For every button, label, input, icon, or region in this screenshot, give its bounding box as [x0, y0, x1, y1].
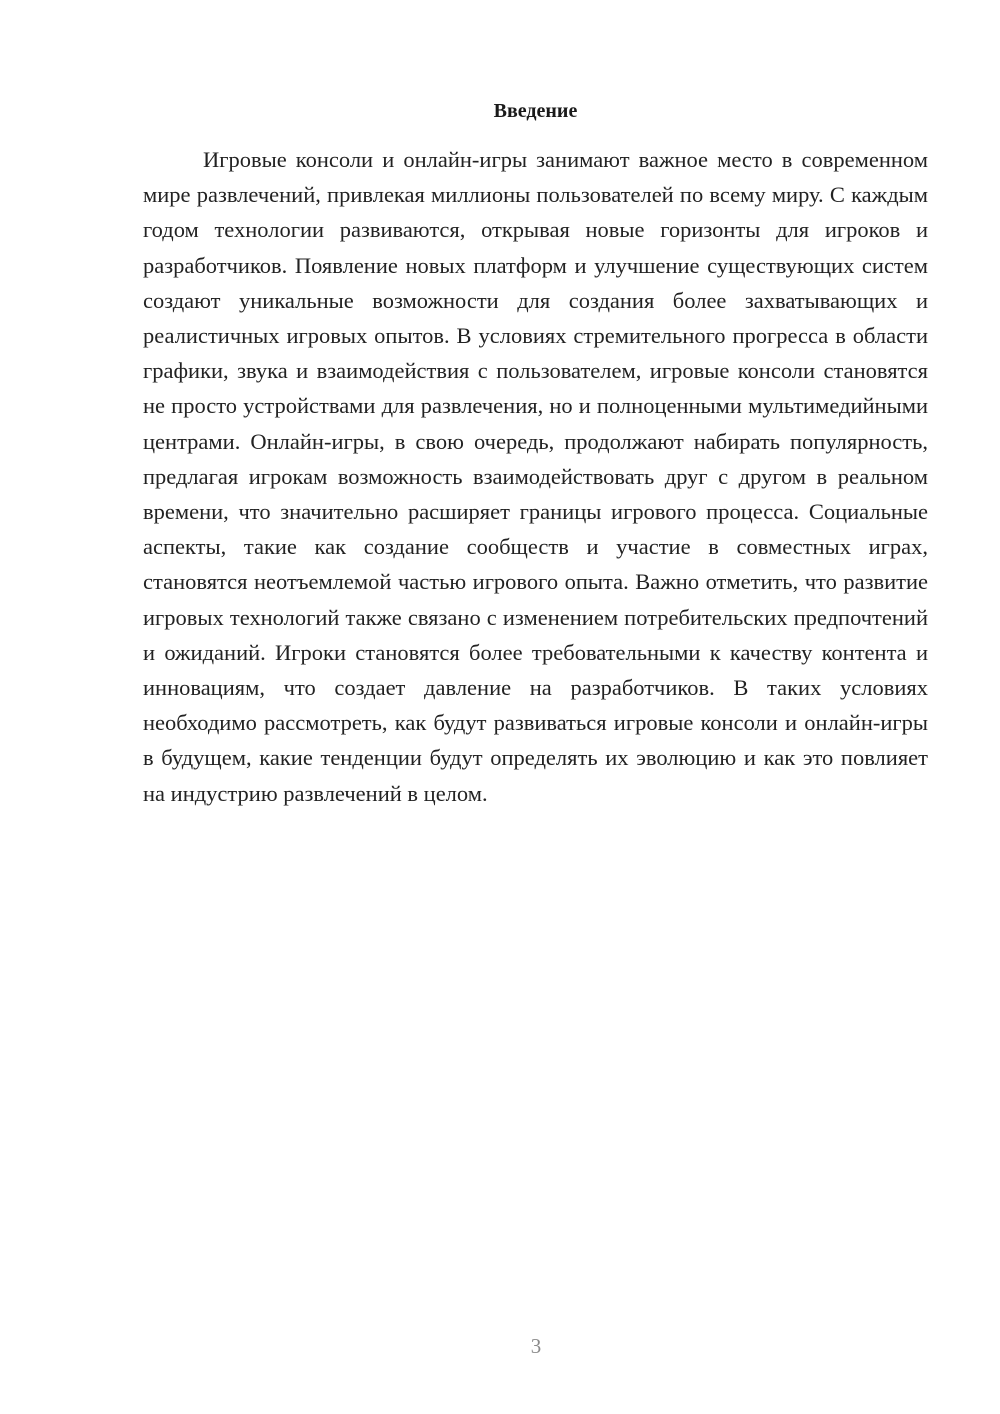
page-title: Введение	[493, 100, 578, 122]
intro-paragraph: Игровые консоли и онлайн-игры занимают важное место в современном мире развлечений, привлекая миллионы пользователей по всему миру. С каждым годом технологии развиваются, открывая новые горизонты для игроков и разработчиков. Появление новых платформ и улучшение существующих систем создают уникальные возможности для создания более захватывающих и реалистичных игровых опытов. В условиях стремительного прогресса в области графики, звука и взаимодействия с пользователем, игровые консоли становятся не просто устройствами для развлечения, но и полноценными мультимедийными центрами. Онлайн-игры, в свою очередь, продолжают набирать популярность, предлагая игрокам возможность взаимодействовать друг с другом в реальном времени, что значительно расширяет границы игрового процесса. Социальные аспекты, такие как создание сообществ и участие в совместных играх, становятся неотъемлемой частью игрового опыта. Важно отметить, что развитие игровых технологий также связано с изменением потребительских предпочтений и ожиданий. Игроки становятся более требовательными к качеству контента и инновациям, что создает давление на разработчиков. В таких условиях необходимо рассмотреть, как будут развиваться игровые консоли и онлайн-игры в будущем, какие тенденции будут определять их эволюцию и как это повлияет на индустрию развлечений в целом.	[143, 147, 928, 806]
page-number: 3	[530, 1334, 542, 1358]
